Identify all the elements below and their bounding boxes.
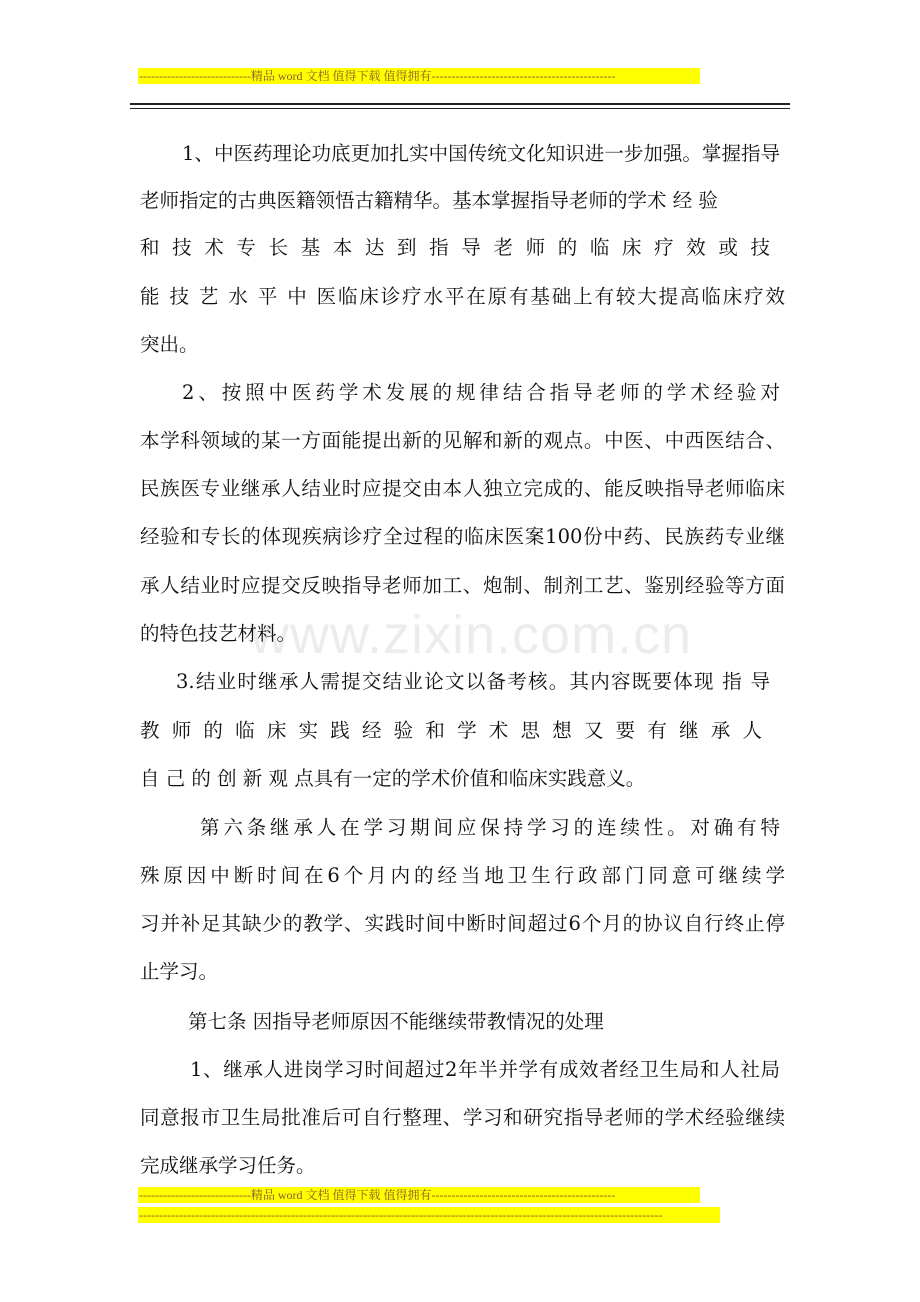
paragraph-line: 2、按照中医药学术发展的规律结合指导老师的学术经验对 [182, 381, 780, 404]
header-rule-thick [130, 103, 790, 105]
paragraph-line: 习并补足其缺少的教学、实践时间中断时间超过6个月的协议自行终止停 [140, 912, 785, 935]
paragraph-line: 第六条继承人在学习期间应保持学习的连续性。对确有特 [200, 816, 780, 839]
section-heading: 第七条 因指导老师原因不能继续带教情况的处理 [188, 1010, 604, 1033]
header-rule-thin [130, 108, 790, 109]
paragraph-line: 能 技 艺 水 平 中 医临床诊疗水平在原有基础上有较大提高临床疗效 [140, 285, 785, 308]
paragraph-line: 殊原因中断时间在6个月内的经当地卫生行政部门同意可继续学 [140, 864, 785, 887]
paragraph-line: 同意报市卫生局批准后可自行整理、学习和研究指导老师的学术经验继续 [140, 1106, 785, 1129]
paragraph-line: 完成继承学习任务。 [140, 1154, 316, 1177]
paragraph-line: 和 技 术 专 长 基 本 达 到 指 导 老 师 的 临 床 疗 效 或 技 [140, 236, 770, 259]
paragraph-line: 本学科领域的某一方面能提出新的见解和新的观点。中医、中西医结合、 [140, 429, 785, 452]
paragraph-line: 自 己 的 创 新 观 点具有一定的学术价值和临床实践意义。 [140, 767, 646, 790]
paragraph-line: 的特色技艺材料。 [140, 622, 297, 645]
paragraph-line: 突出。 [140, 333, 199, 356]
footer-banner: ----------------------------精品 word 文档 值得下载 值得拥有---------------------------------------------- [138, 1187, 700, 1203]
paragraph-line: 止学习。 [140, 960, 219, 983]
paragraph-line: 承人结业时应提交反映指导老师加工、炮制、制剂工艺、鉴别经验等方面 [140, 574, 785, 597]
header-banner: ----------------------------精品 word 文档 值得下载 值得拥有---------------------------------------------- [138, 68, 700, 84]
paragraph-line: 3.结业时继承人需提交结业论文以备考核。其内容既要体现 指 导 [176, 670, 770, 693]
paragraph-line: 1、继承人进岗学习时间超过2年半并学有成效者经卫生局和人社局 [190, 1058, 780, 1081]
paragraph-line: 老师指定的古典医籍领悟古籍精华。基本掌握指导老师的学术 经 验 [140, 189, 718, 212]
paragraph-line: 1、中医药理论功底更加扎实中国传统文化知识进一步加强。掌握指导 [182, 142, 780, 165]
paragraph-line: 教 师 的 临 床 实 践 经 验 和 学 术 思 想 又 要 有 继 承 人 [140, 719, 762, 742]
paragraph-line: 经验和专长的体现疾病诊疗全过程的临床医案100份中药、民族药专业继 [140, 525, 785, 548]
paragraph-line: 民族医专业继承人结业时应提交由本人独立完成的、能反映指导老师临床 [140, 477, 785, 500]
watermark: www.zixin.com.cn [250, 605, 693, 665]
footer-dash-line: ----------------------------------------------------------------------------------------------------------------------------------- [138, 1207, 720, 1223]
